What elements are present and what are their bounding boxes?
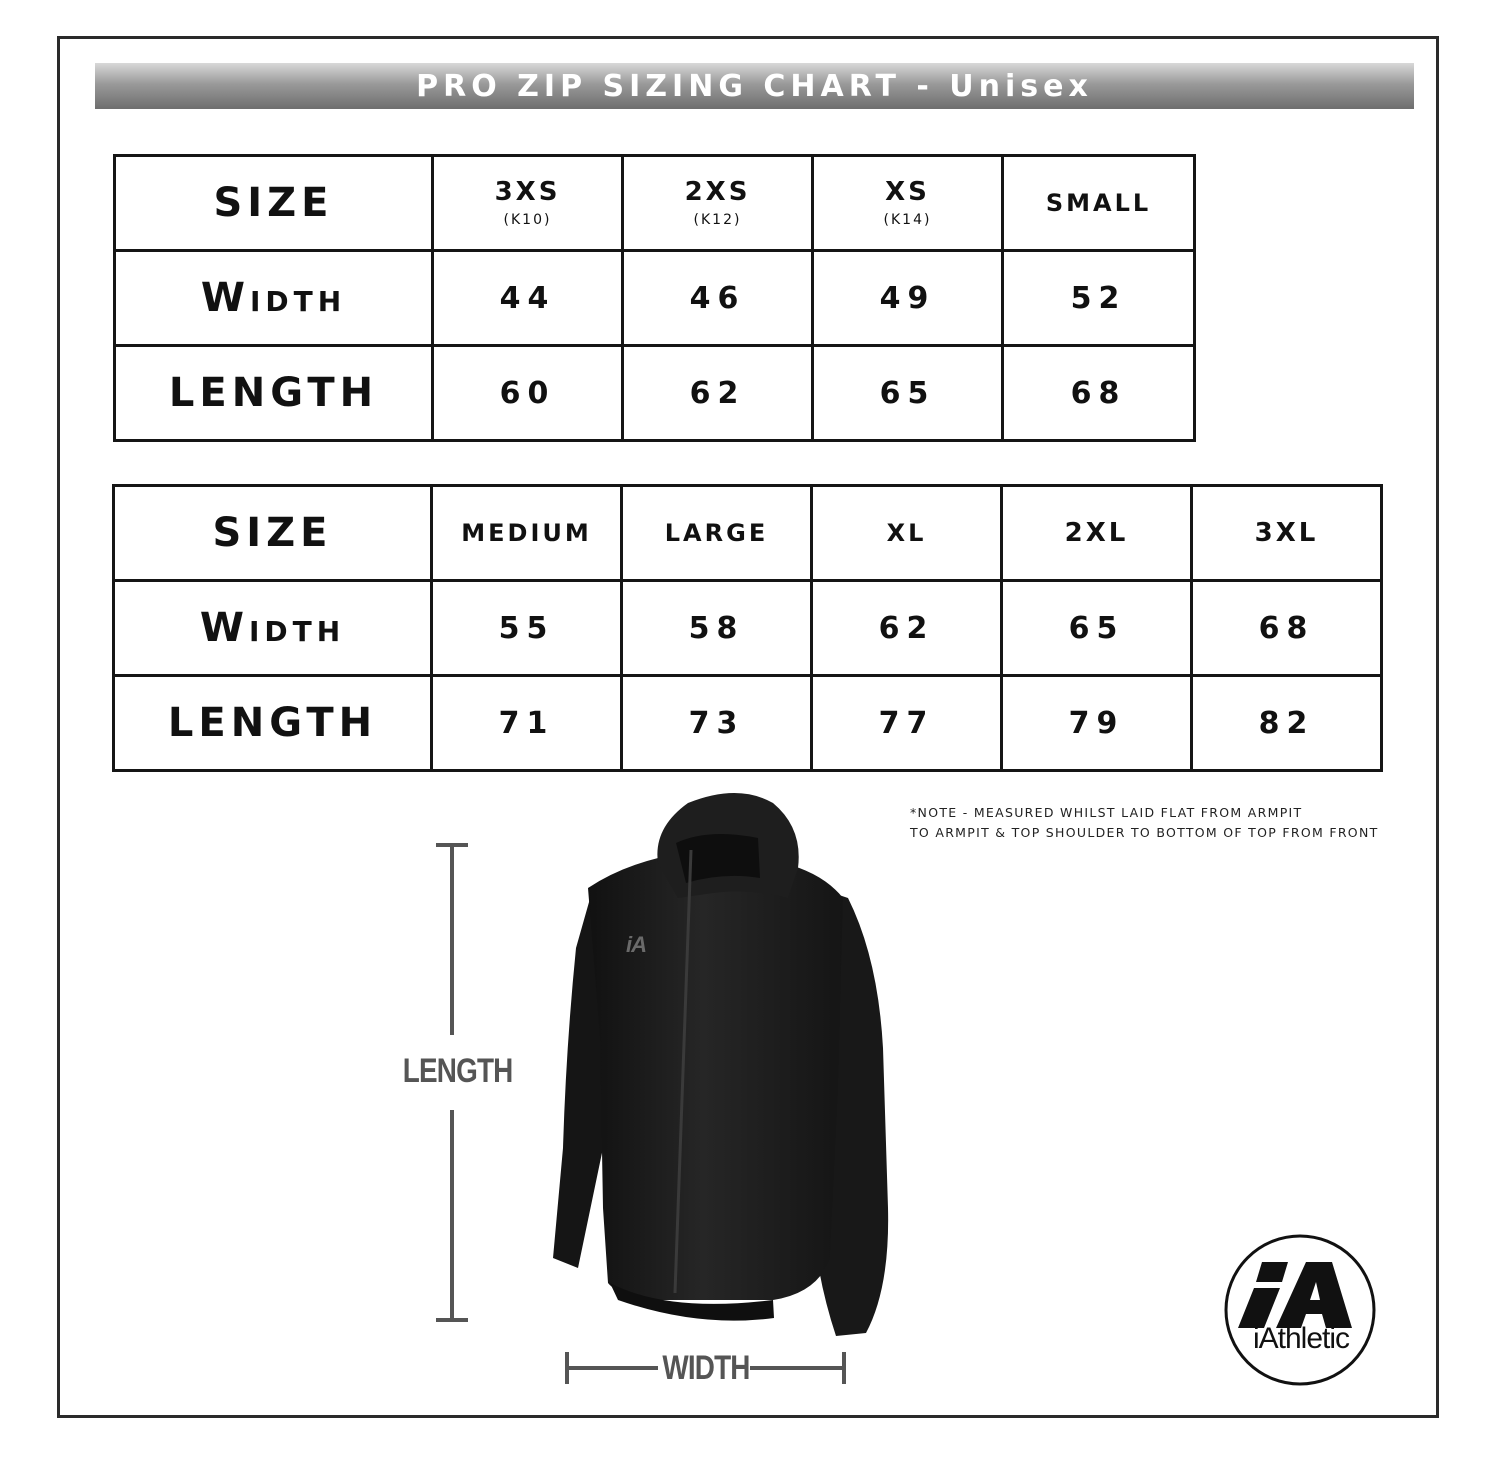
size-header-3xs xyxy=(433,156,623,251)
width-value: 62 xyxy=(812,581,1002,676)
iathletic-logo-icon xyxy=(1222,1232,1378,1388)
length-value: 77 xyxy=(812,676,1002,771)
size-header-medium: MEDIUM xyxy=(432,486,622,581)
title-bar xyxy=(95,63,1414,109)
length-value: 62 xyxy=(623,346,813,441)
width-value: 58 xyxy=(622,581,812,676)
table-row-width xyxy=(114,581,1382,676)
row-header-size: SIZE xyxy=(115,156,433,251)
length-value: 79 xyxy=(1002,676,1192,771)
jacket-chest-logo: iA xyxy=(626,932,646,957)
size-name: 2XS xyxy=(684,177,751,207)
width-value: 55 xyxy=(432,581,622,676)
length-value: 71 xyxy=(432,676,622,771)
size-sub: (K10) xyxy=(503,211,552,228)
table-row-size xyxy=(114,486,1382,581)
row-header-width: Width xyxy=(115,251,433,346)
note-line-2: TO ARMPIT & TOP SHOULDER TO BOTTOM OF TOP FROM FRONT xyxy=(910,825,1379,840)
size-header-3xl: 3XL xyxy=(1192,486,1382,581)
width-label: WIDTH xyxy=(662,1349,750,1387)
size-sub: (K12) xyxy=(693,211,742,228)
table-row-length xyxy=(114,676,1382,771)
hooded-zip-jacket-icon xyxy=(548,788,893,1343)
table-row-length xyxy=(115,346,1195,441)
row-header-length: LENGTH xyxy=(114,676,432,771)
row-header-size: SIZE xyxy=(114,486,432,581)
note-line-1: *NOTE - MEASURED WHILST LAID FLAT FROM ARMPIT xyxy=(910,805,1303,820)
size-header-2xs xyxy=(623,156,813,251)
length-label: LENGTH xyxy=(402,1052,513,1090)
row-header-width: Width xyxy=(114,581,432,676)
row-header-length: LENGTH xyxy=(115,346,433,441)
width-value: 44 xyxy=(433,251,623,346)
brand-name: iAthletic xyxy=(1252,1322,1350,1355)
size-table-adult xyxy=(112,484,1383,772)
table-row-size xyxy=(115,156,1195,251)
page-title: PRO ZIP SIZING CHART - Unisex xyxy=(416,68,1093,104)
size-name: XS xyxy=(885,177,930,207)
length-value: 73 xyxy=(622,676,812,771)
size-name: 3XS xyxy=(494,177,561,207)
size-header-2xl: 2XL xyxy=(1002,486,1192,581)
width-value: 49 xyxy=(813,251,1003,346)
size-table-kids-small xyxy=(113,154,1196,442)
table-row-width xyxy=(115,251,1195,346)
size-header-xl: XL xyxy=(812,486,1002,581)
width-value: 46 xyxy=(623,251,813,346)
width-value: 52 xyxy=(1003,251,1195,346)
size-header-small: SMALL xyxy=(1003,156,1195,251)
width-value: 68 xyxy=(1192,581,1382,676)
size-header-large: LARGE xyxy=(622,486,812,581)
length-value: 68 xyxy=(1003,346,1195,441)
size-header-xs xyxy=(813,156,1003,251)
size-sub: (K14) xyxy=(883,211,932,228)
measurement-note xyxy=(910,803,1430,843)
width-value: 65 xyxy=(1002,581,1192,676)
length-value: 65 xyxy=(813,346,1003,441)
length-value: 60 xyxy=(433,346,623,441)
length-value: 82 xyxy=(1192,676,1382,771)
